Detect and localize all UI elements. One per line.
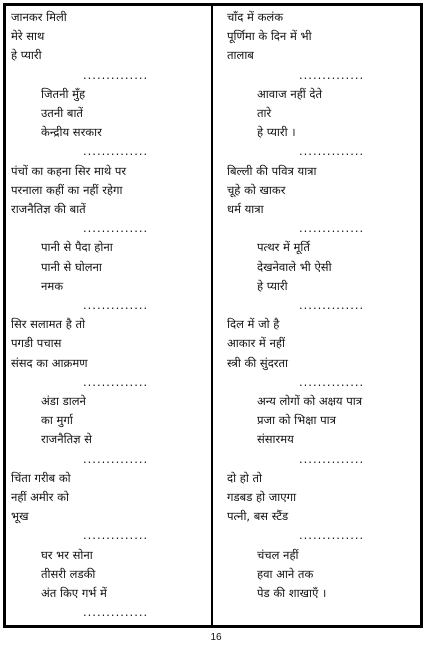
poem-line: का मुर्गा (41, 413, 73, 428)
stanza-separator: .............. (299, 451, 365, 466)
poem-line: पानी से घोलना (41, 259, 102, 274)
stanza-separator: .............. (299, 528, 365, 543)
poem-line: परनाला कहीं का नहीं रहेगा (11, 182, 123, 197)
stanza (11, 85, 207, 143)
poem-line: जितनी मुँह (41, 86, 86, 101)
stanza (227, 238, 419, 296)
stanza (11, 315, 207, 373)
poem-line: प्रजा को भिक्षा पात्र (257, 413, 336, 428)
poem-line: नमक (41, 278, 64, 293)
poem-line: दो हो तो (227, 470, 263, 485)
poem-line: अन्य लोगों को अक्षय पात्र (257, 393, 363, 408)
stanza (227, 392, 419, 450)
poem-line: पत्थर में मूर्ति (257, 240, 310, 255)
poem-line: हवा आने तक (257, 566, 314, 581)
poem-line: अंत किए गर्भ में (41, 585, 107, 600)
stanza-separator: .............. (83, 221, 149, 236)
poem-line: भूख (11, 509, 29, 524)
right-column (227, 8, 419, 603)
stanza-separator: .............. (83, 605, 149, 620)
column-divider (211, 3, 213, 628)
poem-line: स्त्री की सुंदरता (227, 355, 289, 370)
poem-line: गडबड हो जाएगा (227, 489, 297, 504)
poem-line: राजनैतिज्ञ से (41, 432, 92, 447)
stanza (227, 315, 419, 373)
poem-line: जानकर मिली (11, 10, 67, 24)
poem-line: धर्म यात्रा (227, 202, 264, 216)
poem-line: केन्द्रीय सरकार (41, 125, 102, 140)
poem-line: पगडी पचास (11, 336, 62, 351)
poem-line: अंडा डालने (41, 393, 86, 408)
poem-line: आकार में नहीं (227, 336, 285, 351)
poem-line: देखनेवाले भी ऐसी (257, 259, 332, 274)
stanza (11, 392, 207, 450)
poem-line: हे प्यारी (257, 278, 288, 293)
stanza (227, 8, 419, 66)
poem-line: नहीं अमीर को (11, 489, 69, 504)
poem-line: घर भर सोना (41, 547, 93, 562)
poem-line: चाँद में कलंक (227, 10, 284, 24)
stanza-separator: .............. (299, 144, 365, 159)
stanza-separator: .............. (83, 298, 149, 312)
poem-line: संसद का आक्रमण (11, 355, 88, 370)
stanza (11, 546, 207, 604)
stanza (11, 8, 207, 66)
poem-line: पंचों का कहना सिर माथे पर (11, 163, 127, 178)
poem-line: पूर्णिमा के दिन में भी (227, 29, 312, 44)
poem-line: तालाब (227, 48, 254, 63)
stanza (227, 546, 419, 604)
poem-line: चूहे को खाकर (227, 182, 286, 197)
stanza-separator: .............. (83, 67, 149, 82)
stanza (227, 162, 419, 220)
poem-line: चिंता गरीब को (11, 470, 71, 485)
stanza-separator: .............. (299, 374, 365, 389)
poem-line: पानी से पैदा होना (41, 240, 113, 255)
stanza (11, 162, 207, 220)
poem-line: हे प्यारी (11, 48, 42, 63)
stanza (11, 238, 207, 296)
poem-line: राजनैतिज्ञ की बातें (11, 202, 86, 216)
poem-line: हे प्यारी । (257, 125, 296, 140)
stanza-separator: .............. (299, 221, 365, 236)
stanza (227, 469, 419, 527)
poem-line: मेरे साथ (11, 29, 45, 44)
left-column (11, 8, 207, 622)
stanza-separator: .............. (83, 374, 149, 389)
stanza-separator: .............. (83, 144, 149, 159)
poem-line: चंचल नहीं (257, 547, 299, 562)
stanza-separator: .............. (299, 298, 365, 312)
poem-line: पत्नी, बस स्टैंड (227, 509, 289, 524)
poem-line: तारे (257, 106, 272, 120)
poem-line: संसारमय (257, 432, 294, 447)
poem-line: आवाज नहीं देते (257, 86, 323, 101)
poem-line: दिल में जो है (227, 317, 280, 332)
poem-line: सिर सलामत है तो (11, 317, 86, 332)
stanza (227, 85, 419, 143)
stanza-separator: .............. (83, 528, 149, 543)
poem-line: उतनी बातें (41, 106, 83, 120)
poem-line: पेड की शाखाएँ । (257, 585, 327, 600)
poem-line: तीसरी लडकी (41, 566, 96, 581)
stanza-separator: .............. (83, 451, 149, 466)
stanza-separator: .............. (299, 67, 365, 82)
page-number: 16 (210, 632, 222, 643)
stanza (11, 469, 207, 527)
poem-line: बिल्ली की पवित्र यात्रा (227, 163, 317, 178)
